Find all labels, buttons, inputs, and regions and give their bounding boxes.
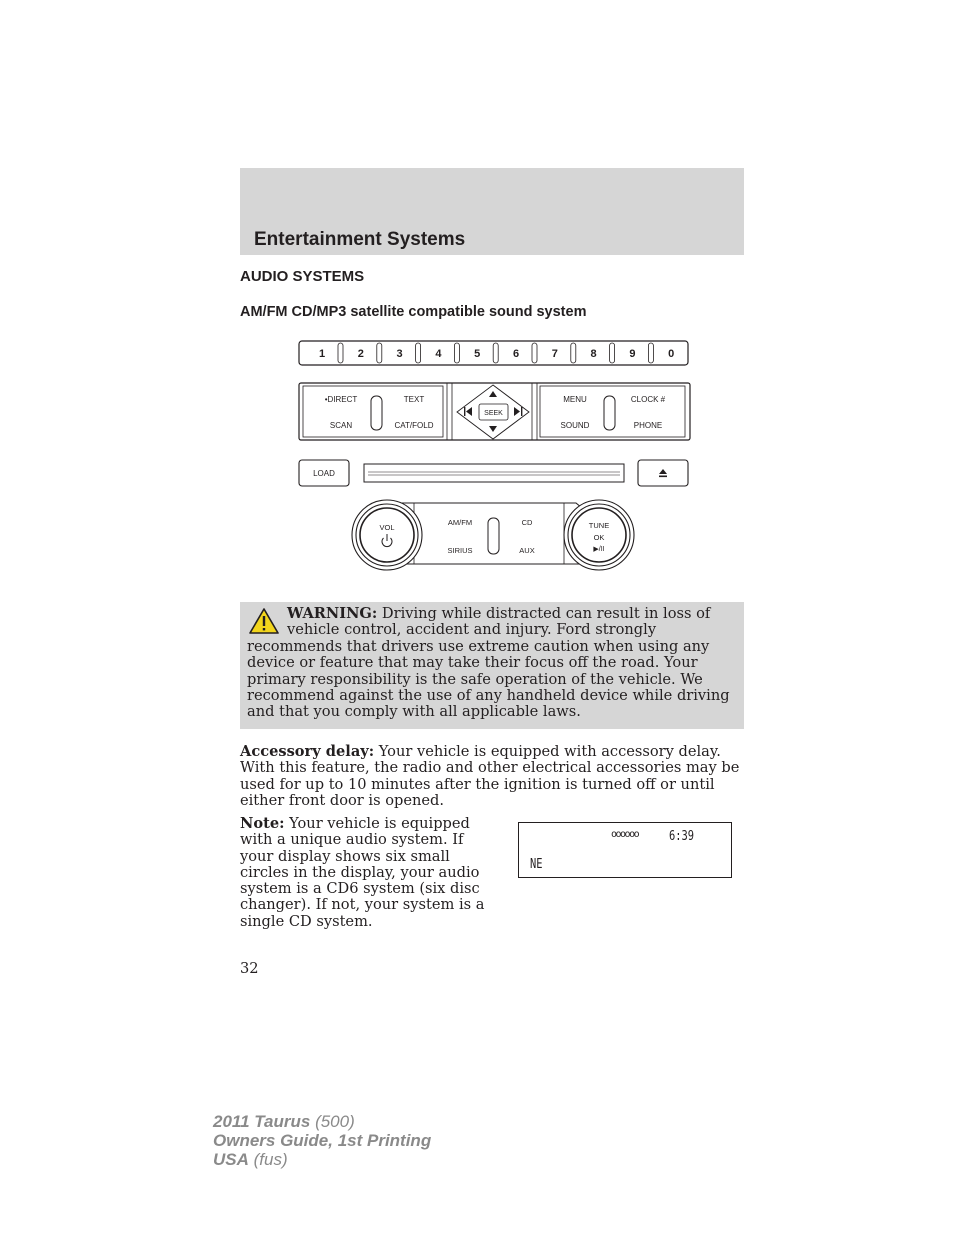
seek-label: SEEK [484, 410, 503, 417]
preset-divider [454, 343, 459, 363]
ok-label: OK [593, 533, 605, 542]
volume-label: VOL [379, 523, 395, 532]
note-label: Note: [240, 815, 285, 832]
play-pause-icon: ▶/II [593, 546, 605, 553]
preset-button-4[interactable]: 4 [435, 348, 442, 360]
warning-box [240, 602, 744, 729]
preset-divider [338, 343, 343, 363]
accessory-delay-text: Your vehicle is equipped with accessory delay. With this feature, the radio and other electrical accessories may be used for up to 10 minutes after the ignition is turned off or until either front door is opened. [240, 743, 740, 809]
sound-button[interactable]: SOUND [560, 421, 590, 430]
footer-model-code: (500) [315, 1112, 355, 1131]
footer-model: 2011 Taurus [213, 1112, 311, 1131]
text-button[interactable]: TEXT [403, 395, 425, 404]
preset-divider [532, 343, 537, 363]
aux-button[interactable]: AUX [519, 546, 535, 555]
sirius-button[interactable]: SIRIUS [447, 546, 473, 555]
warning-text: Driving while distracted can result in loss of vehicle control, accident and injury. Ford strongly recommends that drivers use extreme caution when using any device or feature that may take their focus off the road. Your primary responsibility is the safe operation of the vehicle. We recommend against the use of any handheld device while driving and that you comply with all applicable laws. [247, 605, 730, 721]
cd-slot [364, 464, 624, 482]
audio-display-illustration [518, 822, 732, 878]
preset-button-5[interactable]: 5 [474, 348, 481, 360]
section-header [240, 168, 744, 255]
volume-knob[interactable] [352, 500, 422, 570]
page-number: 32 [240, 960, 259, 977]
preset-button-3[interactable]: 3 [396, 348, 403, 360]
tune-label: TUNE [588, 521, 610, 530]
preset-button-1[interactable]: 1 [318, 348, 326, 360]
radio-faceplate-diagram [296, 338, 694, 574]
direct-button[interactable]: •DIRECT [324, 395, 358, 404]
accessory-delay-label: Accessory delay: [240, 743, 375, 760]
warning-triangle-icon [247, 606, 287, 636]
preset-button-9[interactable]: 9 [629, 348, 636, 360]
scan-button[interactable]: SCAN [329, 421, 353, 430]
menu-button[interactable]: MENU [563, 395, 587, 404]
tune-knob[interactable] [564, 500, 634, 570]
footer-region: USA [213, 1150, 249, 1169]
preset-divider [377, 343, 382, 363]
preset-button-6[interactable]: 6 [512, 348, 520, 360]
phone-button[interactable]: PHONE [633, 421, 663, 430]
preset-divider [416, 343, 421, 363]
preset-button-2[interactable]: 2 [357, 348, 364, 360]
footer [213, 1112, 431, 1169]
page-subheading: AM/FM CD/MP3 satellite compatible sound system [240, 304, 587, 320]
preset-divider [648, 343, 653, 363]
clock-button[interactable]: CLOCK # [630, 395, 666, 404]
footer-guide: Owners Guide, 1st Printing [213, 1131, 432, 1150]
warning-label: WARNING: [287, 605, 378, 622]
section-title: Entertainment Systems [254, 229, 466, 250]
amfm-button[interactable]: AM/FM [447, 518, 473, 527]
display-clock: 6:39 [669, 829, 695, 844]
disc-indicator: oooooo [611, 829, 639, 840]
catfold-button[interactable]: CAT/FOLD [394, 421, 434, 430]
note-paragraph [240, 816, 496, 930]
footer-region-code: (fus) [253, 1150, 288, 1169]
load-label: LOAD [313, 469, 335, 478]
display-compass: NE [530, 857, 543, 872]
preset-divider [571, 343, 576, 363]
preset-button-8[interactable]: 8 [590, 348, 597, 360]
preset-divider [493, 343, 498, 363]
accessory-delay-paragraph [240, 744, 744, 809]
preset-button-7[interactable]: 7 [551, 348, 558, 360]
preset-divider [610, 343, 615, 363]
cd-button[interactable]: CD [521, 518, 533, 527]
note-text: Your vehicle is equipped with a unique audio system. If your display shows six small circles in the display, your audio system is a CD6 system (six disc changer). If not, your system is a single CD system. [240, 815, 485, 930]
preset-button-0[interactable]: 0 [668, 348, 675, 360]
page-heading: AUDIO SYSTEMS [240, 268, 365, 285]
